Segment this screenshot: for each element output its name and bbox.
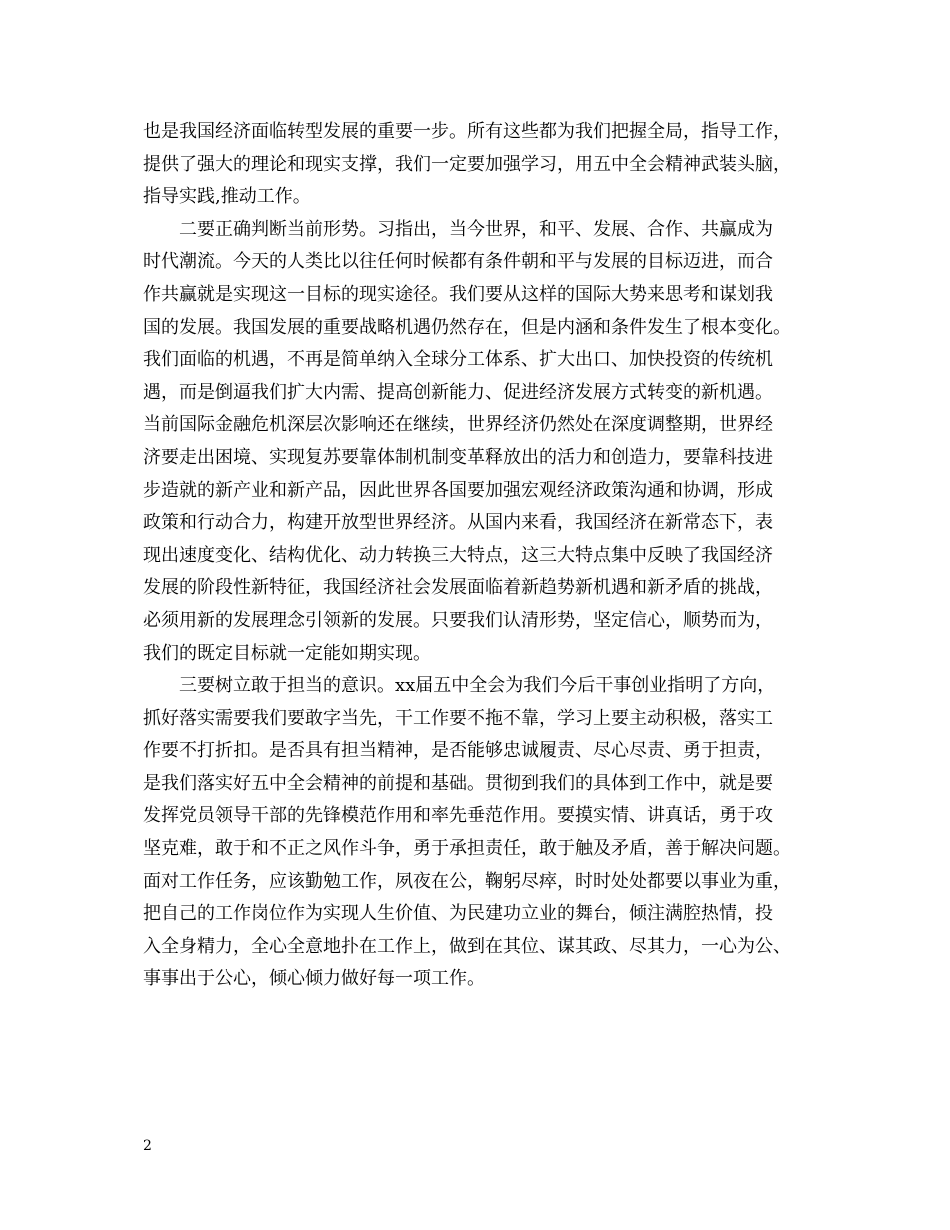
text-line: 作要不打折扣。是否具有担当精神，是否能够忠诚履责、尽心尽责、勇于担责， — [143, 740, 773, 762]
text-line: 我们面临的机遇，不再是简单纳入全球分工体系、扩大出口、加快投资的传统机 — [143, 349, 773, 371]
text-line: 我们的既定目标就一定能如期实现。 — [143, 642, 431, 664]
text-line: 当前国际金融危机深层次影响还在继续，世界经济仍然处在深度调整期，世界经 — [143, 414, 773, 436]
text-line: 发挥党员领导干部的先锋模范作用和率先垂范作用。要摸实情、讲真话，勇于攻 — [143, 805, 773, 827]
text-line: 作共赢就是实现这一目标的现实途径。我们要从这样的国际大势来思考和谋划我 — [143, 283, 773, 305]
text-line: 必须用新的发展理念引领新的发展。只要我们认清形势，坚定信心，顺势而为， — [143, 609, 773, 631]
text-line: 国的发展。我国发展的重要战略机遇仍然存在，但是内涵和条件发生了根本变化。 — [143, 316, 791, 338]
text-line: 也是我国经济面临转型发展的重要一步。所有这些都为我们把握全局，指导工作， — [143, 121, 791, 142]
text-line: 抓好落实需要我们要敢字当先，干工作要不拖不靠，学习上要主动积极，落实工 — [143, 707, 773, 729]
text-line: 事事出于公心，倾心倾力做好每一项工作。 — [143, 968, 485, 990]
page-number: 2 — [143, 1138, 152, 1154]
body-text — [143, 116, 833, 996]
text-line: 发展的阶段性新特征，我国经济社会发展面临着新趋势新机遇和新矛盾的挑战， — [143, 577, 773, 599]
text-line: 济要走出困境、实现复苏要靠体制机制变革释放出的活力和创造力，要靠科技进 — [143, 446, 773, 468]
text-line: 步造就的新产业和新产品，因此世界各国要加强宏观经济政策沟通和协调，形成 — [143, 479, 773, 501]
text-line: 政策和行动合力，构建开放型世界经济。从国内来看，我国经济在新常态下，表 — [143, 512, 773, 534]
text-line: 时代潮流。今天的人类比以往任何时候都有条件朝和平与发展的目标迈进，而合 — [143, 251, 773, 273]
text-line: 面对工作任务，应该勤勉工作，夙夜在公，鞠躬尽瘁，时时处处都要以事业为重， — [143, 870, 791, 892]
text-line: 现出速度变化、结构优化、动力转换三大特点，这三大特点集中反映了我国经济 — [143, 544, 773, 566]
text-line: 遇，而是倒逼我们扩大内需、提高创新能力、促进经济发展方式转变的新机遇。 — [143, 381, 773, 403]
paragraph-first-line: 三要树立敢于担当的意识。xx届五中全会为我们今后干事创业指明了方向， — [179, 675, 776, 697]
text-line: 指导实践,推动工作。 — [143, 186, 311, 208]
text-line: 坚克难，敢于和不正之风作斗争，勇于承担责任，敢于触及矛盾，善于解决问题。 — [143, 838, 791, 860]
paragraph-first-line: 二要正确判断当前形势。习指出，当今世界，和平、发展、合作、共赢成为 — [179, 218, 773, 240]
text-line: 是我们落实好五中全会精神的前提和基础。贯彻到我们的具体到工作中，就是要 — [143, 772, 773, 794]
text-line: 把自己的工作岗位作为实现人生价值、为民建功立业的舞台，倾注满腔热情，投 — [143, 903, 773, 925]
text-line: 入全身精力，全心全意地扑在工作上，做到在其位、谋其政、尽其力，一心为公、 — [143, 935, 791, 957]
text-line: 提供了强大的理论和现实支撑，我们一定要加强学习，用五中全会精神武装头脑， — [143, 153, 791, 175]
